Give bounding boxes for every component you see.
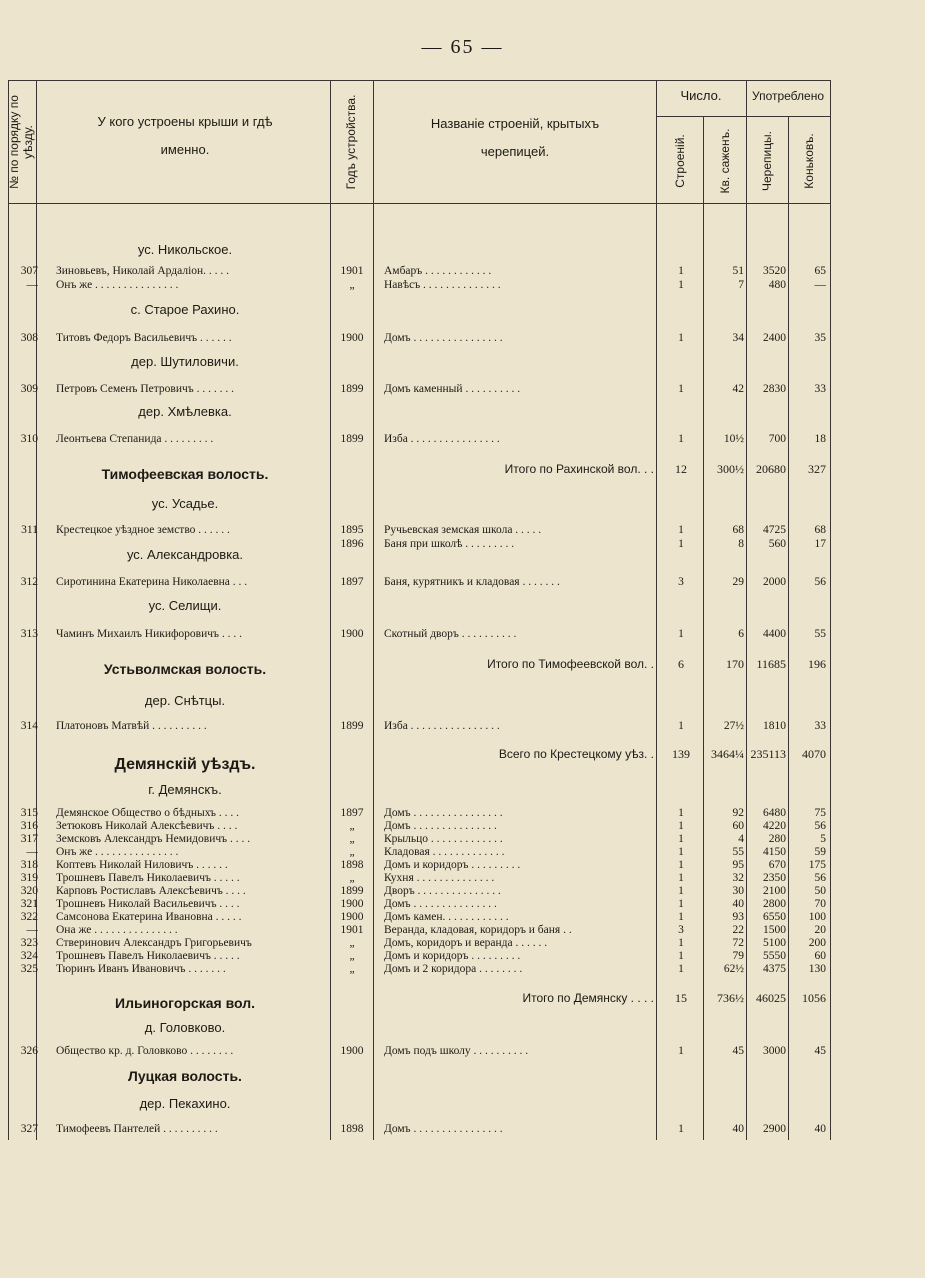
- table-top-rule: [8, 80, 830, 81]
- row-number: 312: [20, 576, 38, 588]
- row-owner: Леонтьева Степанида . . . . . . . . .: [56, 433, 214, 445]
- row-building: Дворъ . . . . . . . . . . . . . . .: [384, 885, 501, 897]
- row-year: 1897: [340, 807, 364, 819]
- row-square-sazhen: 10½: [723, 433, 744, 445]
- table-row: [0, 1044, 925, 1058]
- row-count: 1: [678, 1045, 684, 1057]
- row-square-sazhen: 30: [732, 885, 744, 897]
- table-row: [0, 806, 925, 820]
- table-row: [0, 719, 925, 733]
- total-ridges: 1056: [802, 991, 826, 1005]
- total-label: Итого по Тимофеевской вол. .: [487, 657, 654, 671]
- row-year: „: [349, 963, 355, 975]
- section-heading: дер. Хмѣлевка.: [138, 404, 232, 419]
- table-row: [0, 923, 925, 937]
- row-ridges: 65: [814, 265, 826, 277]
- col-rule-2: [36, 80, 37, 1140]
- row-year: „: [349, 872, 355, 884]
- row-owner: Карповъ Ростиславъ Алексѣевичъ . . . .: [56, 885, 246, 897]
- row-year: „: [349, 279, 355, 291]
- row-building: Домъ и 2 коридора . . . . . . . .: [384, 963, 523, 975]
- row-year: „: [349, 846, 355, 858]
- row-square-sazhen: 92: [732, 807, 744, 819]
- table-row: [0, 819, 925, 833]
- total-count: 12: [675, 462, 687, 476]
- row-building: Изба . . . . . . . . . . . . . . . .: [384, 433, 500, 445]
- row-number: 318: [20, 859, 38, 871]
- row-number: 326: [20, 1045, 38, 1057]
- row-number: 314: [20, 720, 38, 732]
- row-year: 1895: [340, 524, 364, 536]
- total-label: Итого по Рахинской вол. . .: [504, 462, 654, 476]
- row-tiles: 4725: [763, 524, 786, 536]
- section-heading: Ильиногорская вол.: [115, 995, 255, 1011]
- section-heading: дер. Снѣтцы.: [144, 693, 226, 708]
- row-count: 1: [678, 885, 684, 897]
- col-rule-3: [330, 80, 331, 1140]
- row-count: 1: [678, 279, 684, 291]
- row-tiles: 480: [768, 279, 786, 291]
- total-square-sazhen: 736½: [717, 991, 744, 1005]
- row-owner: Зиновьевъ, Николай Ардаліон. . . . .: [56, 265, 230, 277]
- row-number: 307: [20, 265, 38, 277]
- section-heading: Устьволмская волость.: [103, 661, 267, 677]
- row-square-sazhen: 40: [732, 898, 744, 910]
- row-tiles: 1500: [763, 924, 786, 936]
- row-owner: Трошневъ Павелъ Николаевичъ . . . . .: [56, 872, 240, 884]
- col-rule-4: [373, 80, 374, 1140]
- col-rule-5: [656, 80, 657, 1140]
- row-owner: Крестецкое уѣздное земство . . . . . .: [56, 524, 230, 536]
- row-ridges: 130: [808, 963, 826, 975]
- row-number: 316: [20, 820, 38, 832]
- row-owner: Демянское Общество о бѣдныхъ . . . .: [56, 807, 240, 819]
- row-square-sazhen: 60: [732, 820, 744, 832]
- row-tiles: 2830: [763, 383, 786, 395]
- row-number: —: [26, 924, 38, 936]
- row-tiles: 6550: [763, 911, 786, 923]
- total-label: Всего по Крестецкому уѣз. .: [498, 747, 654, 761]
- row-count: 1: [678, 859, 684, 871]
- row-ridges: 55: [814, 628, 826, 640]
- row-building: Домъ каменный . . . . . . . . . .: [384, 383, 521, 395]
- row-building: Домъ . . . . . . . . . . . . . . . .: [384, 1123, 503, 1135]
- row-building: Кухня . . . . . . . . . . . . . .: [384, 872, 495, 884]
- row-building: Баня при школѣ . . . . . . . . .: [384, 538, 515, 550]
- row-building: Домъ . . . . . . . . . . . . . . .: [384, 898, 497, 910]
- section-heading: Луцкая волость.: [128, 1068, 242, 1084]
- table-row: [0, 949, 925, 963]
- row-number: 317: [20, 833, 38, 845]
- row-year: 1899: [340, 383, 364, 395]
- col-rule-7: [746, 80, 747, 1140]
- row-building: Домъ и коридоръ . . . . . . . . .: [384, 859, 521, 871]
- table-row: [0, 910, 925, 924]
- row-year: „: [349, 950, 355, 962]
- table-row: [0, 884, 925, 898]
- row-count: 1: [678, 833, 684, 845]
- row-count: 1: [678, 820, 684, 832]
- row-ridges: —: [814, 279, 826, 291]
- section-heading: ус. Селищи.: [148, 598, 222, 613]
- row-tiles: 2100: [763, 885, 786, 897]
- row-ridges: 33: [814, 720, 826, 732]
- row-owner: Чаминъ Михаилъ Никифоровичъ . . . .: [56, 628, 242, 640]
- row-number: 324: [20, 950, 38, 962]
- total-count: 6: [678, 657, 684, 671]
- row-building: Изба . . . . . . . . . . . . . . . .: [384, 720, 500, 732]
- row-count: 1: [678, 807, 684, 819]
- row-tiles: 2000: [763, 576, 786, 588]
- row-number: —: [26, 279, 38, 291]
- header-col-count: Строеній.: [673, 134, 687, 188]
- row-owner: Тимофеевъ Пантелей . . . . . . . . . .: [56, 1123, 218, 1135]
- row-owner: Общество кр. д. Головково . . . . . . . .: [56, 1045, 234, 1057]
- row-year: 1900: [340, 332, 364, 344]
- table-row: [0, 845, 925, 859]
- row-count: 1: [678, 332, 684, 344]
- row-building: Амбаръ . . . . . . . . . . . .: [384, 265, 492, 277]
- total-tiles: 11685: [756, 657, 786, 671]
- table-row: [0, 575, 925, 589]
- total-row: [0, 990, 925, 1006]
- row-year: „: [349, 833, 355, 845]
- row-year: 1899: [340, 885, 364, 897]
- section-heading: дер. Шутиловичи.: [131, 354, 239, 369]
- row-tiles: 4400: [763, 628, 786, 640]
- row-owner: Петровъ Семенъ Петровичъ . . . . . . .: [56, 383, 234, 395]
- total-ridges: 4070: [802, 747, 826, 761]
- row-square-sazhen: 8: [738, 538, 744, 550]
- row-count: 1: [678, 872, 684, 884]
- row-number: 319: [20, 872, 38, 884]
- row-year: 1900: [340, 1045, 364, 1057]
- row-ridges: 70: [814, 898, 826, 910]
- row-tiles: 2900: [763, 1123, 786, 1135]
- header-group-count: Число.: [680, 88, 722, 103]
- row-owner: Титовъ Федоръ Васильевичъ . . . . . .: [56, 332, 232, 344]
- header-col-name: Названіе строеній, крытыхъ черепицей.: [430, 116, 600, 159]
- total-count: 139: [672, 747, 690, 761]
- row-square-sazhen: 55: [732, 846, 744, 858]
- row-owner: Стверинович Александръ Григорьевичъ: [56, 937, 252, 949]
- col-rule-9: [830, 80, 831, 1140]
- header-col-tile: Черепицы.: [760, 130, 774, 192]
- row-building: Скотный дворъ . . . . . . . . . .: [384, 628, 517, 640]
- row-ridges: 56: [814, 872, 826, 884]
- row-owner: Коптевъ Николай Ниловичъ . . . . . .: [56, 859, 228, 871]
- section-heading: Тимофеевская волость.: [101, 466, 269, 482]
- table-row: [0, 832, 925, 846]
- row-square-sazhen: 4: [738, 833, 744, 845]
- row-year: 1900: [340, 911, 364, 923]
- row-building: Ручьевская земская школа . . . . .: [384, 524, 542, 536]
- row-count: 1: [678, 950, 684, 962]
- row-number: 315: [20, 807, 38, 819]
- col-rule-1: [8, 80, 9, 1140]
- row-ridges: 5: [820, 833, 826, 845]
- row-ridges: 35: [814, 332, 826, 344]
- row-number: 323: [20, 937, 38, 949]
- row-number: —: [26, 846, 38, 858]
- row-square-sazhen: 93: [732, 911, 744, 923]
- row-owner: Земсковъ Александръ Немидовичъ . . . .: [56, 833, 251, 845]
- row-square-sazhen: 22: [732, 924, 744, 936]
- row-tiles: 2400: [763, 332, 786, 344]
- row-year: 1901: [340, 924, 364, 936]
- row-ridges: 175: [808, 859, 826, 871]
- total-tiles: 46025: [756, 991, 786, 1005]
- row-tiles: 5550: [763, 950, 786, 962]
- row-tiles: 670: [768, 859, 786, 871]
- row-count: 1: [678, 538, 684, 550]
- row-owner: Платоновъ Матвѣй . . . . . . . . . .: [56, 720, 207, 732]
- header-col-no: № по порядку по уѣзду.: [7, 95, 35, 189]
- row-number: 309: [20, 383, 38, 395]
- row-square-sazhen: 6: [738, 628, 744, 640]
- section-heading: Демянскій уѣздъ.: [114, 756, 256, 773]
- group-rule-count: [656, 116, 746, 117]
- row-tiles: 560: [768, 538, 786, 550]
- row-year: 1900: [340, 628, 364, 640]
- row-count: 1: [678, 846, 684, 858]
- table-row: [0, 523, 925, 537]
- total-row: [0, 461, 925, 477]
- total-ridges: 196: [808, 657, 826, 671]
- header-col-year: Годъ устройства.: [344, 94, 358, 190]
- row-ridges: 20: [814, 924, 826, 936]
- row-tiles: 4375: [763, 963, 786, 975]
- table-row: [0, 1122, 925, 1136]
- table-row: [0, 382, 925, 396]
- row-building: Домъ . . . . . . . . . . . . . . .: [384, 820, 497, 832]
- row-year: 1899: [340, 433, 364, 445]
- row-year: 1901: [340, 265, 364, 277]
- row-building: Крыльцо . . . . . . . . . . . . .: [384, 833, 503, 845]
- row-ridges: 17: [814, 538, 826, 550]
- row-tiles: 5100: [763, 937, 786, 949]
- row-ridges: 40: [814, 1123, 826, 1135]
- total-square-sazhen: 3464¼: [711, 747, 744, 761]
- row-building: Домъ камен. . . . . . . . . . . .: [384, 911, 509, 923]
- row-number: 311: [21, 524, 38, 536]
- row-tiles: 4220: [763, 820, 786, 832]
- total-tiles: 235113: [750, 747, 786, 761]
- row-count: 1: [678, 720, 684, 732]
- section-heading: дер. Пекахино.: [139, 1096, 231, 1111]
- header-col-ridge: Коньковъ.: [802, 133, 816, 189]
- row-year: „: [349, 937, 355, 949]
- row-ridges: 18: [814, 433, 826, 445]
- total-row: [0, 746, 925, 762]
- row-count: 1: [678, 383, 684, 395]
- row-number: 310: [20, 433, 38, 445]
- row-building: Домъ . . . . . . . . . . . . . . . .: [384, 807, 503, 819]
- table-row: [0, 331, 925, 345]
- row-building: Домъ и коридоръ . . . . . . . . .: [384, 950, 521, 962]
- row-building: Домъ . . . . . . . . . . . . . . . .: [384, 332, 503, 344]
- row-tiles: 2350: [763, 872, 786, 884]
- row-tiles: 280: [768, 833, 786, 845]
- row-ridges: 33: [814, 383, 826, 395]
- row-ridges: 56: [814, 820, 826, 832]
- row-owner: Тюринъ Иванъ Ивановичъ . . . . . . .: [56, 963, 226, 975]
- section-heading: ус. Никольское.: [137, 242, 233, 257]
- row-count: 1: [678, 937, 684, 949]
- table-row: [0, 962, 925, 976]
- row-owner: Самсонова Екатерина Ивановна . . . . .: [56, 911, 242, 923]
- row-tiles: 3520: [763, 265, 786, 277]
- page-number: — 65 —: [421, 36, 504, 58]
- total-label: Итого по Демянску . . . .: [522, 991, 654, 1005]
- row-year: 1896: [340, 538, 364, 550]
- row-building: Навѣсъ . . . . . . . . . . . . . .: [384, 279, 501, 291]
- table-row: [0, 871, 925, 885]
- row-ridges: 100: [808, 911, 826, 923]
- table-row: [0, 264, 925, 278]
- row-square-sazhen: 62½: [723, 963, 744, 975]
- row-ridges: 50: [814, 885, 826, 897]
- row-count: 1: [678, 628, 684, 640]
- row-year: „: [349, 820, 355, 832]
- row-count: 1: [678, 433, 684, 445]
- table-row: [0, 278, 925, 292]
- header-col-sq: Кв. саженъ.: [718, 128, 732, 194]
- row-tiles: 3000: [763, 1045, 786, 1057]
- row-owner: Трошневъ Павелъ Николаевичъ . . . . .: [56, 950, 240, 962]
- table-row: [0, 432, 925, 446]
- row-square-sazhen: 95: [732, 859, 744, 871]
- row-ridges: 200: [808, 937, 826, 949]
- row-square-sazhen: 34: [732, 332, 744, 344]
- row-tiles: 2800: [763, 898, 786, 910]
- row-tiles: 1810: [763, 720, 786, 732]
- table-row: [0, 858, 925, 872]
- row-square-sazhen: 7: [738, 279, 744, 291]
- total-ridges: 327: [808, 462, 826, 476]
- row-count: 3: [678, 924, 684, 936]
- row-number: 322: [20, 911, 38, 923]
- row-building: Баня, курятникъ и кладовая . . . . . . .: [384, 576, 560, 588]
- row-ridges: 75: [814, 807, 826, 819]
- row-count: 3: [678, 576, 684, 588]
- row-count: 1: [678, 524, 684, 536]
- section-heading: г. Демянскъ.: [148, 782, 222, 797]
- row-count: 1: [678, 911, 684, 923]
- row-owner: Онъ же . . . . . . . . . . . . . . .: [56, 846, 179, 858]
- row-ridges: 60: [814, 950, 826, 962]
- row-number: 325: [20, 963, 38, 975]
- row-owner: Онъ же . . . . . . . . . . . . . . .: [56, 279, 179, 291]
- row-number: 308: [20, 332, 38, 344]
- row-tiles: 6480: [763, 807, 786, 819]
- total-square-sazhen: 300½: [717, 462, 744, 476]
- row-building: Кладовая . . . . . . . . . . . . .: [384, 846, 505, 858]
- row-count: 1: [678, 963, 684, 975]
- row-tiles: 4150: [763, 846, 786, 858]
- row-square-sazhen: 51: [732, 265, 744, 277]
- row-square-sazhen: 68: [732, 524, 744, 536]
- row-count: 1: [678, 1123, 684, 1135]
- total-tiles: 20680: [756, 462, 786, 476]
- row-year: 1897: [340, 576, 364, 588]
- row-owner: Она же . . . . . . . . . . . . . . .: [56, 924, 178, 936]
- section-heading: д. Головково.: [144, 1020, 226, 1035]
- row-square-sazhen: 72: [732, 937, 744, 949]
- row-number: 313: [20, 628, 38, 640]
- section-heading: с. Старое Рахино.: [130, 302, 240, 317]
- row-number: 320: [20, 885, 38, 897]
- row-square-sazhen: 42: [732, 383, 744, 395]
- total-square-sazhen: 170: [726, 657, 744, 671]
- row-square-sazhen: 40: [732, 1123, 744, 1135]
- header-col-who: У кого устроены крыши и гдѣ именно.: [97, 114, 273, 157]
- row-count: 1: [678, 265, 684, 277]
- row-number: 327: [20, 1123, 38, 1135]
- row-square-sazhen: 45: [732, 1045, 744, 1057]
- table-row: [0, 897, 925, 911]
- table-row: [0, 627, 925, 641]
- row-owner: Зетюковъ Николай Алексѣевичъ . . . .: [56, 820, 238, 832]
- row-ridges: 59: [814, 846, 826, 858]
- row-number: 321: [20, 898, 38, 910]
- row-square-sazhen: 79: [732, 950, 744, 962]
- row-year: 1900: [340, 898, 364, 910]
- total-count: 15: [675, 991, 687, 1005]
- row-year: 1898: [340, 859, 364, 871]
- header-group-used: Употреблено: [751, 89, 824, 103]
- header-bottom-rule: [8, 203, 830, 204]
- total-row: [0, 656, 925, 672]
- row-owner: Трошневъ Николай Васильевичъ . . . .: [56, 898, 240, 910]
- section-heading: ус. Александровка.: [126, 547, 244, 562]
- table-row: [0, 936, 925, 950]
- row-building: Веранда, кладовая, коридоръ и баня . .: [384, 924, 572, 936]
- section-heading: ус. Усадье.: [151, 496, 219, 511]
- row-count: 1: [678, 898, 684, 910]
- row-owner: Сиротинина Екатерина Николаевна . . .: [56, 576, 248, 588]
- row-ridges: 45: [814, 1045, 826, 1057]
- row-ridges: 56: [814, 576, 826, 588]
- row-building: Домъ, коридоръ и веранда . . . . . .: [384, 937, 548, 949]
- row-year: 1899: [340, 720, 364, 732]
- row-square-sazhen: 32: [732, 872, 744, 884]
- row-tiles: 700: [768, 433, 786, 445]
- row-year: 1898: [340, 1123, 364, 1135]
- row-square-sazhen: 29: [732, 576, 744, 588]
- row-square-sazhen: 27½: [723, 720, 744, 732]
- row-ridges: 68: [814, 524, 826, 536]
- row-building: Домъ подъ школу . . . . . . . . . .: [384, 1045, 529, 1057]
